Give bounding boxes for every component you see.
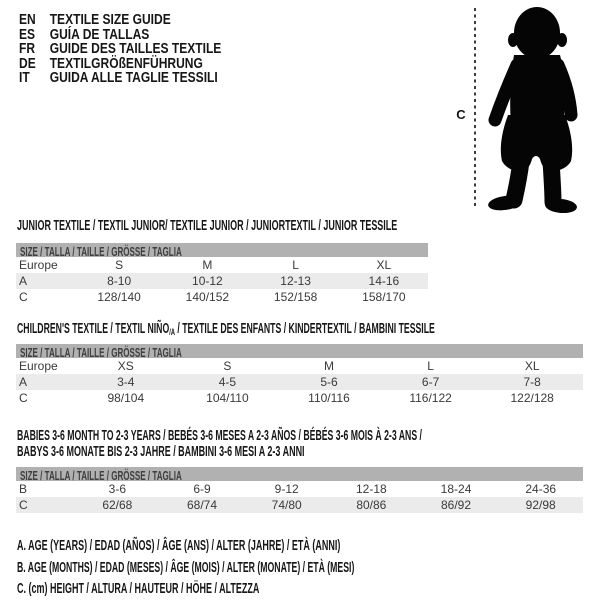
size-cell: 128/140: [97, 290, 141, 304]
size-cell: 12-13: [280, 274, 311, 288]
size-cell: 158/170: [362, 290, 406, 304]
language-row-en: [19, 13, 263, 28]
size-cell: 140/152: [185, 290, 230, 304]
size-cell: 122/128: [510, 391, 554, 405]
footnote-b: B. AGE (MONTHS) / EDAD (MESES) / ÂGE (MOIS) / ALTER (MONATE) / ETÀ (MESI): [17, 559, 355, 576]
table-row: [16, 289, 428, 305]
size-cell: 24-36: [525, 482, 557, 496]
row-label: B: [19, 482, 28, 496]
row-label: Europe: [19, 258, 58, 272]
language-row-it: [19, 71, 263, 86]
table-row: [16, 390, 583, 406]
size-cell: 3-4: [117, 375, 135, 389]
language-title: GUIDA ALLE TAGLIE TESSILI: [49, 70, 218, 87]
size-cell: 98/104: [107, 391, 145, 405]
footnotes: [17, 536, 579, 600]
size-cell: XL: [376, 258, 392, 272]
language-list: [19, 13, 263, 86]
size-cell: 7-8: [523, 375, 541, 389]
size-header-band: SIZE / TALLA / TAILLE / GRÖSSE / TAGLIA: [16, 467, 583, 481]
language-row-es: [19, 28, 263, 43]
table-row: [16, 257, 428, 273]
row-label: C: [19, 391, 28, 405]
language-title: GUIDE DES TAILLES TEXTILE: [49, 41, 222, 58]
table-row: [16, 481, 583, 497]
size-cell: 86/92: [441, 498, 472, 512]
size-cell: M: [323, 359, 334, 373]
children-section-heading: CHILDREN'S TEXTILE / TEXTIL NIÑO/A / TEXTILE DES ENFANTS / KINDERTEXTIL / BAMBINI TESSILE: [17, 321, 435, 338]
language-code: FR: [19, 41, 36, 58]
size-cell: 110/116: [308, 391, 350, 405]
row-label: C: [19, 290, 28, 304]
size-cell: L: [292, 258, 299, 272]
row-label: Europe: [19, 359, 58, 373]
size-cell: L: [427, 359, 434, 373]
height-measure-label: C: [456, 107, 466, 122]
size-header-band: SIZE / TALLA / TAILLE / GRÖSSE / TAGLIA: [16, 243, 428, 257]
size-cell: 10-12: [192, 274, 223, 288]
table-row: [16, 374, 583, 390]
language-title: TEXTILE SIZE GUIDE: [49, 12, 171, 28]
size-cell: S: [223, 359, 232, 373]
row-label: C: [19, 498, 28, 512]
size-cell: 92/98: [525, 498, 556, 512]
size-cell: 152/158: [273, 290, 318, 304]
size-cell: XS: [117, 359, 134, 373]
footnote-c: C. (cm) HEIGHT / ALTURA / HAUTEUR / HÖHE / ALTEZZA: [17, 581, 260, 597]
size-cell: 68/74: [186, 498, 218, 512]
size-cell: 80/86: [356, 498, 387, 512]
size-cell: 3-6: [108, 482, 126, 496]
table-row: [16, 358, 583, 374]
size-cell: 12-18: [356, 482, 387, 496]
row-label: A: [19, 274, 28, 288]
size-header-band: SIZE / TALLA / TAILLE / GRÖSSE / TAGLIA: [16, 344, 583, 358]
table-row: [16, 497, 583, 513]
language-row-de: [19, 57, 263, 72]
size-cell: 8-10: [107, 274, 132, 288]
babies-size-table: [16, 467, 583, 513]
row-label: A: [19, 375, 28, 389]
size-cell: 6-7: [421, 375, 440, 389]
heading-subscript: /A: [169, 327, 175, 338]
language-title: TEXTILGRÖßENFÜHRUNG: [49, 55, 203, 72]
size-cell: 62/68: [102, 498, 133, 512]
language-code: DE: [19, 55, 36, 72]
language-code: ES: [19, 26, 36, 43]
language-title: GUÍA DE TALLAS: [49, 26, 150, 43]
size-cell: 116/122: [409, 391, 452, 405]
size-cell: S: [115, 258, 124, 272]
table-row: [16, 273, 428, 289]
size-cell: 18-24: [440, 482, 472, 496]
language-row-fr: [19, 42, 263, 57]
language-code: EN: [19, 12, 36, 28]
babies-section-heading-line2: BABYS 3-6 MONATE BIS 2-3 JAHRE / BAMBINI 3-6 MESI A 2-3 ANNI: [17, 444, 305, 460]
size-cell: 74/80: [271, 498, 302, 512]
size-cell: 9-12: [274, 482, 299, 496]
height-dashed-line: [474, 8, 476, 206]
size-cell: XL: [524, 359, 540, 373]
babies-section-heading-line1: BABIES 3-6 MONTH TO 2-3 YEARS / BEBÉS 3-6 MESES A 2-3 AÑOS / BÉBÉS 3-6 MOIS À 2-3 ANS /: [17, 428, 422, 444]
size-cell: 104/110: [206, 391, 249, 405]
language-code: IT: [19, 70, 30, 87]
junior-section-heading: JUNIOR TEXTILE / TEXTIL JUNIOR/ TEXTILE JUNIOR / JUNIORTEXTIL / JUNIOR TESSILE: [17, 218, 398, 234]
size-cell: M: [202, 258, 213, 272]
junior-size-table: [16, 243, 428, 305]
footnote-a: A. AGE (YEARS) / EDAD (AÑOS) / ÂGE (ANS) / ALTER (JAHRE) / ETÀ (ANNI): [17, 538, 341, 554]
children-size-table: [16, 344, 583, 406]
size-cell: 4-5: [218, 375, 237, 389]
size-cell: 5-6: [320, 375, 338, 389]
size-cell: 14-16: [368, 274, 400, 288]
size-cell: 6-9: [193, 482, 211, 496]
baby-silhouette-image: [481, 3, 599, 213]
